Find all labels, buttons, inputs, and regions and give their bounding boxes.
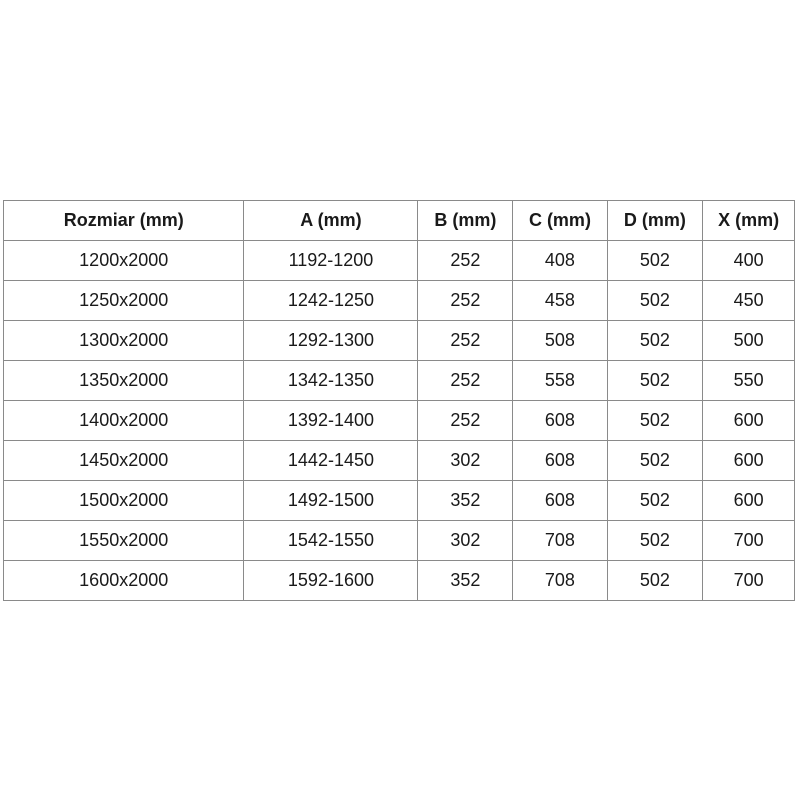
table-row — [4, 241, 795, 281]
table-cell: 502 — [607, 561, 703, 601]
table-cell: 1192-1200 — [244, 241, 418, 281]
column-header-c: C (mm) — [513, 201, 607, 241]
table-cell: 1600x2000 — [4, 561, 244, 601]
table-cell: 1250x2000 — [4, 281, 244, 321]
table-cell: 252 — [418, 241, 513, 281]
table-cell: 252 — [418, 361, 513, 401]
table-cell: 600 — [703, 481, 795, 521]
table-cell: 1550x2000 — [4, 521, 244, 561]
table-cell: 1392-1400 — [244, 401, 418, 441]
table-cell: 558 — [513, 361, 607, 401]
table-cell: 600 — [703, 401, 795, 441]
table-row — [4, 561, 795, 601]
table-cell: 502 — [607, 241, 703, 281]
table-cell: 502 — [607, 521, 703, 561]
column-header-x: X (mm) — [703, 201, 795, 241]
table-cell: 252 — [418, 321, 513, 361]
column-header-d: D (mm) — [607, 201, 703, 241]
table-row — [4, 401, 795, 441]
table-cell: 608 — [513, 481, 607, 521]
table-cell: 502 — [607, 481, 703, 521]
table-row — [4, 281, 795, 321]
table-cell: 1542-1550 — [244, 521, 418, 561]
table-row — [4, 481, 795, 521]
table-cell: 1342-1350 — [244, 361, 418, 401]
size-table — [3, 200, 795, 601]
table-cell: 400 — [703, 241, 795, 281]
table-cell: 450 — [703, 281, 795, 321]
table-cell: 252 — [418, 281, 513, 321]
table-cell: 502 — [607, 441, 703, 481]
table-cell: 1442-1450 — [244, 441, 418, 481]
table-cell: 708 — [513, 561, 607, 601]
column-header-a: A (mm) — [244, 201, 418, 241]
table-cell: 600 — [703, 441, 795, 481]
table-cell: 502 — [607, 401, 703, 441]
table-cell: 302 — [418, 521, 513, 561]
table-row — [4, 321, 795, 361]
table-cell: 1200x2000 — [4, 241, 244, 281]
table-cell: 458 — [513, 281, 607, 321]
table-cell: 500 — [703, 321, 795, 361]
table-cell: 1492-1500 — [244, 481, 418, 521]
table-cell: 700 — [703, 521, 795, 561]
table-cell: 502 — [607, 321, 703, 361]
table-cell: 1300x2000 — [4, 321, 244, 361]
table-cell: 502 — [607, 361, 703, 401]
header-row — [4, 201, 795, 241]
table-cell: 1592-1600 — [244, 561, 418, 601]
table-row — [4, 441, 795, 481]
table-cell: 1242-1250 — [244, 281, 418, 321]
table-cell: 1292-1300 — [244, 321, 418, 361]
table-row — [4, 521, 795, 561]
table-cell: 1500x2000 — [4, 481, 244, 521]
table-cell: 550 — [703, 361, 795, 401]
table-row — [4, 361, 795, 401]
table-body — [4, 241, 795, 601]
table-cell: 1400x2000 — [4, 401, 244, 441]
table-cell: 1350x2000 — [4, 361, 244, 401]
table-cell: 252 — [418, 401, 513, 441]
table-cell: 608 — [513, 441, 607, 481]
table-cell: 302 — [418, 441, 513, 481]
table-cell: 408 — [513, 241, 607, 281]
table-cell: 708 — [513, 521, 607, 561]
table-cell: 352 — [418, 481, 513, 521]
column-header-rozmiar: Rozmiar (mm) — [4, 201, 244, 241]
table-cell: 502 — [607, 281, 703, 321]
table-cell: 352 — [418, 561, 513, 601]
table-cell: 608 — [513, 401, 607, 441]
column-header-b: B (mm) — [418, 201, 513, 241]
table-cell: 700 — [703, 561, 795, 601]
table-cell: 508 — [513, 321, 607, 361]
table-cell: 1450x2000 — [4, 441, 244, 481]
